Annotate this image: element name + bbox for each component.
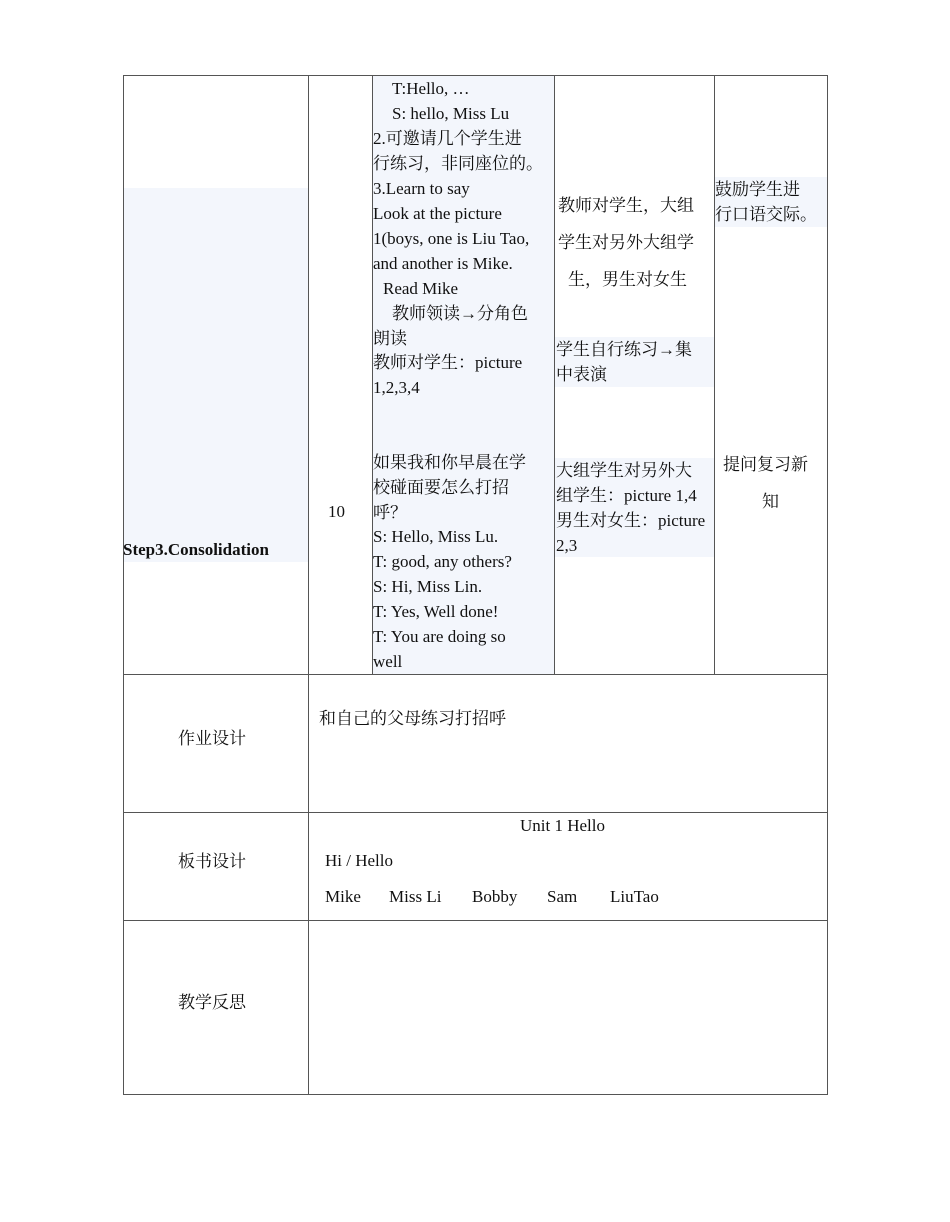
- student-line: 2,3: [556, 536, 578, 555]
- board-name: Mike: [325, 887, 361, 906]
- student-line: 中表演: [556, 365, 607, 384]
- student-line: 男生对女生：picture: [556, 511, 706, 530]
- board-name: Bobby: [472, 887, 518, 906]
- teacher-line: T:Hello, …: [392, 79, 470, 98]
- board-line-hi-hello: Hi / Hello: [325, 851, 393, 870]
- teacher-line: 1(boys, one is Liu Tao,: [373, 229, 530, 248]
- intent-line: 提问复习新: [723, 455, 808, 474]
- board-name: LiuTao: [610, 887, 659, 906]
- homework-content: 和自己的父母练习打招呼: [319, 709, 506, 728]
- row-divider-homework: [123, 674, 828, 675]
- teacher-line: 教师领读→分角色: [392, 304, 528, 323]
- board-label: 板书设计: [178, 852, 246, 871]
- column-divider-student: [714, 75, 715, 674]
- step-label-cell: [124, 188, 308, 562]
- intent-line: 行口语交际。: [715, 205, 817, 224]
- student-line: 大组学生对另外大: [556, 461, 692, 480]
- board-name: Miss Li: [389, 887, 442, 906]
- student-line: 学生对另外大组学: [558, 233, 694, 252]
- step-minutes: 10: [328, 502, 345, 521]
- reflection-label: 教学反思: [178, 993, 246, 1012]
- intent-line: 知: [762, 492, 779, 511]
- teacher-line: 3.Learn to say: [373, 179, 470, 198]
- homework-label: 作业设计: [178, 729, 246, 748]
- teacher-line: T: good, any others?: [373, 552, 512, 571]
- table-border-right: [827, 75, 828, 1095]
- step-label: Step3.Consolidation: [123, 540, 269, 559]
- table-border-bottom: [123, 1094, 828, 1095]
- teacher-line: T: You are doing so: [373, 627, 506, 646]
- teacher-line: and another is Mike.: [373, 254, 513, 273]
- student-line: 组学生：picture 1,4: [556, 486, 697, 505]
- teacher-line: T: Yes, Well done!: [373, 602, 499, 621]
- teacher-line: 教师对学生：picture: [373, 353, 523, 372]
- teacher-line: S: hello, Miss Lu: [392, 104, 510, 123]
- board-title: Unit 1 Hello: [520, 816, 605, 835]
- intent-line: 鼓励学生进: [715, 180, 800, 199]
- column-divider-label: [308, 75, 309, 1095]
- teacher-line: 1,2,3,4: [373, 378, 420, 397]
- row-divider-board: [123, 812, 828, 813]
- teacher-line: S: Hi, Miss Lin.: [373, 577, 483, 596]
- student-line: 教师对学生，大组: [558, 196, 694, 215]
- teacher-line: 呼？: [373, 503, 407, 522]
- teacher-line: S: Hello, Miss Lu.: [373, 527, 499, 546]
- row-divider-reflection: [123, 920, 828, 921]
- teacher-line: 2.可邀请几个学生进: [373, 129, 522, 148]
- teacher-line: well: [373, 652, 403, 671]
- teacher-line: 行练习，非同座位的。: [373, 154, 543, 173]
- student-line: 学生自行练习→集: [556, 340, 692, 359]
- teacher-line: 如果我和你早晨在学: [373, 453, 526, 472]
- teacher-line: 朗读: [373, 329, 407, 348]
- student-line: 生，男生对女生: [568, 270, 687, 289]
- board-name: Sam: [547, 887, 578, 906]
- teacher-line: Look at the picture: [373, 204, 502, 223]
- teacher-line: Read Mike: [383, 279, 459, 298]
- teacher-line: 校碰面要怎么打招: [373, 478, 509, 497]
